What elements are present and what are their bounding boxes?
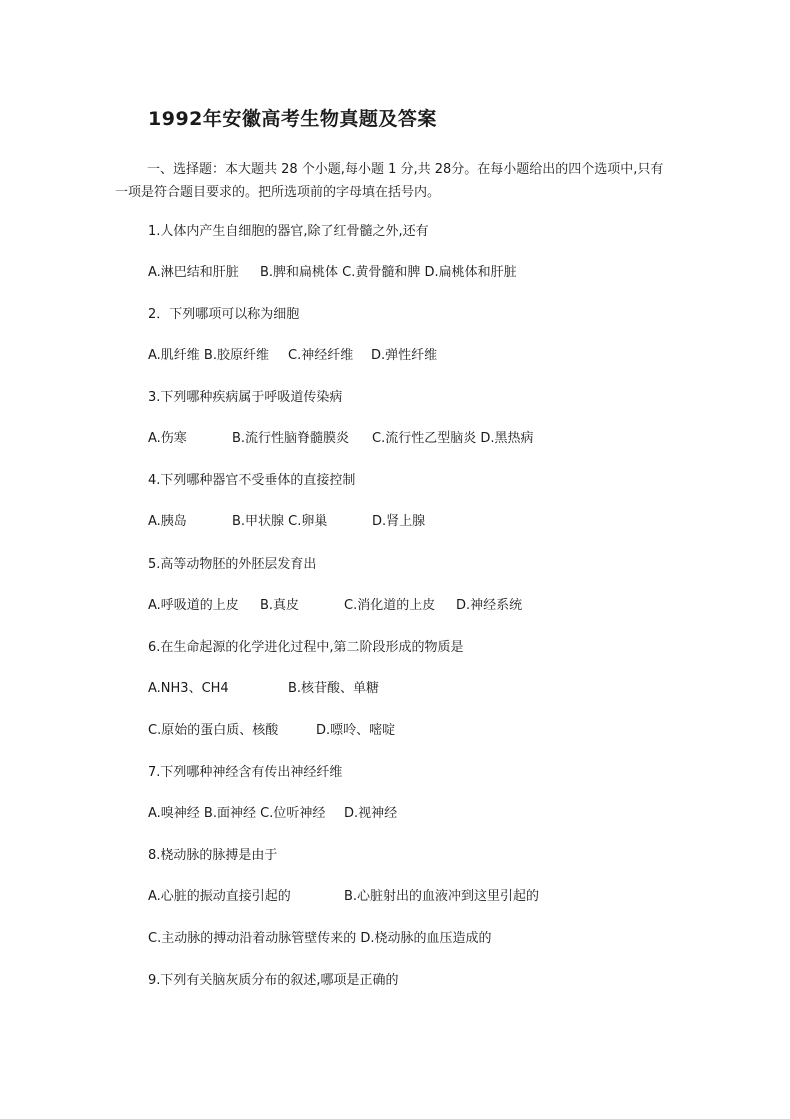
option-c: C.消化道的上皮 bbox=[344, 598, 436, 613]
option-a: A.胰岛 bbox=[148, 514, 187, 529]
option-b: B.流行性脑脊髓膜炎 bbox=[232, 431, 350, 446]
option-d: D.弹性纤维 bbox=[371, 348, 438, 363]
question-stem: 6.在生命起源的化学进化过程中,第二阶段形成的物质是 bbox=[148, 640, 464, 655]
option-d: D.视神经 bbox=[344, 806, 398, 821]
section-intro: 一、选择题：本大题共 28 个小题,每小题 1 分,共 28分。在每小题给出的四个选项中,只有一项是符合题目要求的。把所选项前的字母填在括号内。 bbox=[115, 162, 664, 200]
option-c: C.神经纤维 bbox=[288, 348, 354, 363]
question-stem: 2．下列哪项可以称为细胞 bbox=[148, 307, 300, 322]
option-cd: C.流行性乙型脑炎 D.黑热病 bbox=[372, 431, 534, 446]
option-a: A.淋巴结和肝脏 bbox=[148, 265, 239, 280]
option-d: D.神经系统 bbox=[456, 598, 523, 613]
question-stem: 5.高等动物胚的外胚层发育出 bbox=[148, 557, 317, 572]
question-stem: 7.下列哪种神经含有传出神经纤维 bbox=[148, 765, 343, 780]
question-stem: 4.下列哪种器官不受垂体的直接控制 bbox=[148, 473, 356, 488]
option-b: B.心脏射出的血液冲到这里引起的 bbox=[344, 889, 540, 904]
option-a: A.心脏的振动直接引起的 bbox=[148, 889, 291, 904]
option-abc: A.嗅神经 B.面神经 C.位听神经 bbox=[148, 806, 326, 821]
document-title: 1992年安徽高考生物真题及答案 bbox=[148, 108, 437, 130]
option-b: B.核苷酸、单糖 bbox=[288, 681, 380, 696]
option-a: A.伤寒 bbox=[148, 431, 187, 446]
question-stem: 9.下列有关脑灰质分布的叙述,哪项是正确的 bbox=[148, 973, 399, 988]
question-stem: 3.下列哪种疾病属于呼吸道传染病 bbox=[148, 390, 343, 405]
option-a: A.NH3、CH4 bbox=[148, 681, 229, 696]
option-b: B.真皮 bbox=[260, 598, 300, 613]
option-d: D.肾上腺 bbox=[372, 514, 426, 529]
option-cd: C.主动脉的搏动沿着动脉管壁传来的 D.桡动脉的血压造成的 bbox=[148, 931, 492, 946]
option-bc: B.甲状腺 C.卵巢 bbox=[232, 514, 328, 529]
option-ab: A.肌纤维 B.胶原纤维 bbox=[148, 348, 269, 363]
option-bcd: B.脾和扁桃体 C.黄骨髓和脾 D.扁桃体和肝脏 bbox=[260, 265, 517, 280]
option-a: A.呼吸道的上皮 bbox=[148, 598, 239, 613]
option-d: D.嘌呤、嘧啶 bbox=[316, 723, 396, 738]
question-stem: 8.桡动脉的脉搏是由于 bbox=[148, 848, 278, 863]
question-stem: 1.人体内产生自细胞的器官,除了红骨髓之外,还有 bbox=[148, 224, 429, 239]
option-c: C.原始的蛋白质、核酸 bbox=[148, 723, 279, 738]
